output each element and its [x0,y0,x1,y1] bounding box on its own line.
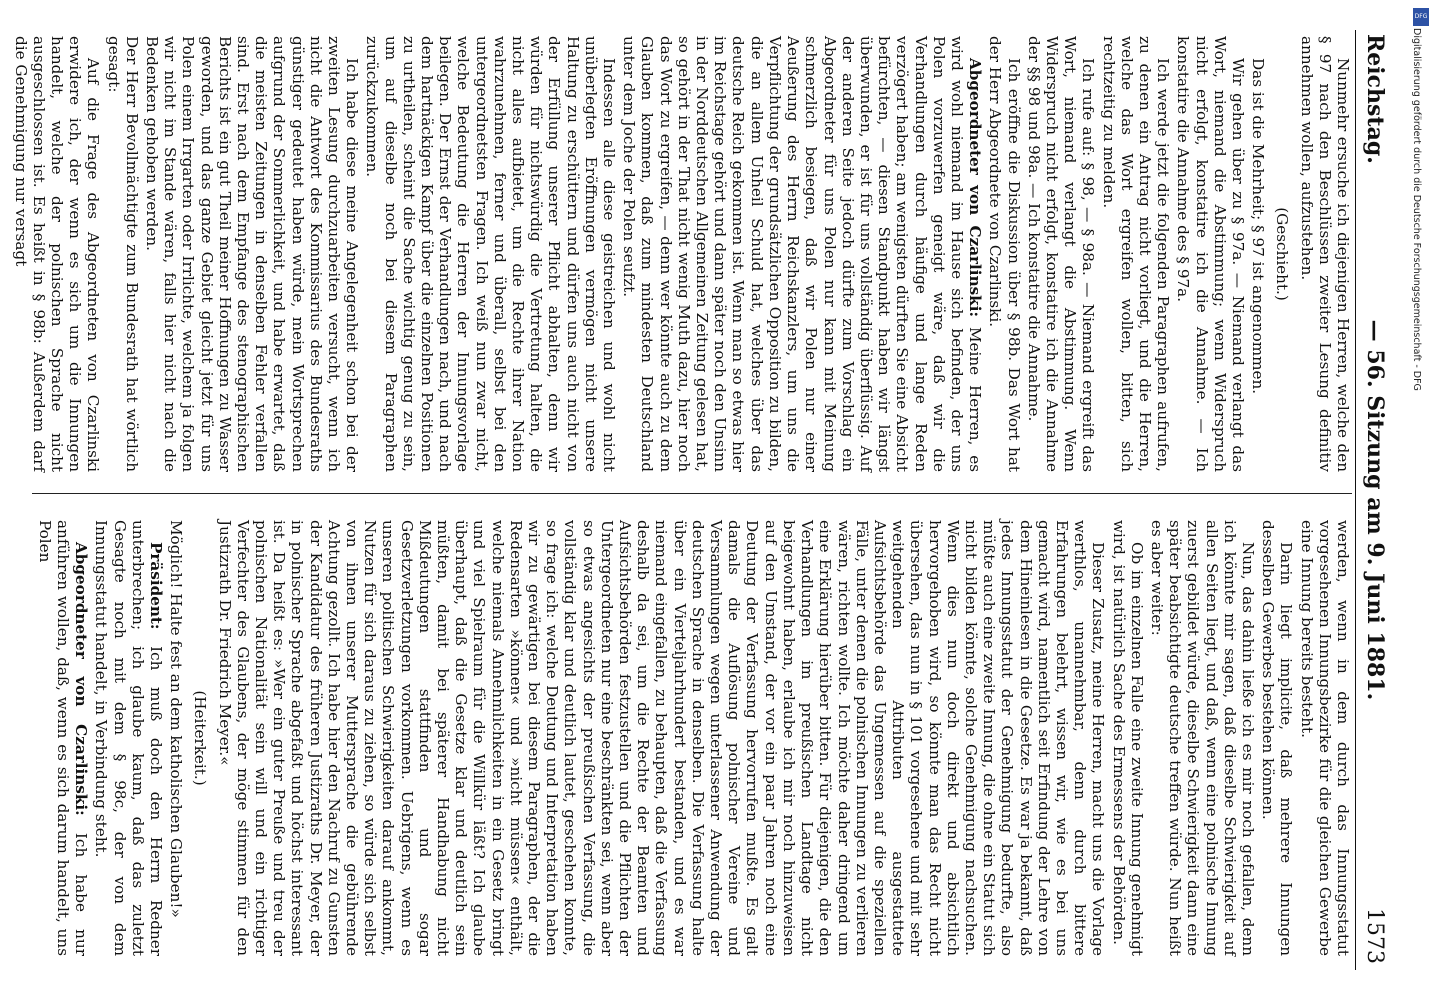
paragraph [191,520,209,956]
paragraph [143,36,361,472]
paragraph-text: Ob im einzelnen Falle eine zweite Innung genehmigt wird, ist natürlich Sache des Ermessens der Behörden. [1109,520,1146,956]
paragraph-text: Dieser Zusatz, meine Herren, macht uns die Vorlage werthlos, unannehmbar, denn durch bittere Erfahrungen belehrt, wissen wir, wie es bei uns gemacht wird, namentlich seit Erfindung der Lehre von dem Hineinlesen in die Gesetze. Es war ja bekannt, daß jedes Innungsstatut der Genehmigung bedurfte, also müßte auch eine zweite Innung, die ohne ein Statut sich nicht bilden könnte, solche Genehmigung nachsuchen. Wenn dies nun doch direkt und absichtlich hervorgehoben wird, so könnte man das Recht nicht übersehen, das nun in § 101 vorgesehene und mit sehr weitgehenden Attributen ausgestattete Aufsichtsbehörde das Ungemessen auf die speziellen Fälle, unter denen die polnischen Innungen zu verlieren wären, richten wollte. Ich möchte daher dringend um eine Erklärung hierüber bitten. Für diejenigen, die den Verhandlungen im preußischen Landtage nicht beigewohnt haben, erlaube ich mir noch hinzuweisen auf den Umstand, der vor ein paar Jahren noch eine Deutung der Verfassung hervorrufen mußte. Es galt damals die Auflösung polnischer Vereine und Versammlungen wegen unterlassener Anwendung der deutschen Sprache in denselben. Die Verfassung halte über ein Vierteljahrhundert bestanden, und es war niemand eingefallen, zu behaupten, daß die Verfassung deshalb da sei, um die Rechte der Beamten und Aufsichtsbehörden festzustellen und die Pflichten der Untergeordneten nur eine beschränkten sei, wenn aber so etwas angesichts der preußischen Verfassung, die vollständig klar und deutlich lautet, geschehen konnte, so frage ich: welche Deutung und Interpretation haben wir zu gewärtigen bei diesem Paragraphen, der die Redensarten »können« und »nicht müssen« enthält, welche niemals Annehmlichkeiten in ein Gesetz bringt und viel Spielraum für die Willkür läßt? Ich glaube überhaupt, daß die Gesetze klar und deutlich sein müßten, damit bei späterer Handhabung nicht Mißdeutungen stattfinden und sogar Gesetzverletzungen vorkommen. Uebrigens, wenn es unseren politischen Schwierigkeiten darauf ankommt, Nutzen für sich daraus zu ziehen, so würde sich selbst von ihnen unserer Muttersprache die gebührende Achtung gezollt. Ich habe hier den Nachruf zu Gunsten der Kandidatur des früheren Justizraths Dr. Meyer, der in polnischer Sprache abgefaßt und höchst interessant ist. Da heißt es: »Wer ein guter Preuße und treu der polnischen Nationalität sein will und ein richtiger Verfechter des Glaubens, der möge stimmen für den Justizrath Dr. Friedrich Meyer.« [215,520,1108,956]
column-divider [32,493,1352,494]
paragraph-text: Der Herr Bevollmächtigte zum Bundesrath hat wörtlich gesagt: [104,36,141,472]
speaker-name: Präsident: [147,542,165,630]
left-column [11,36,1352,472]
speaker-name: Abgeordneter von Czarlinski: [966,58,985,318]
paragraph [1273,36,1291,472]
paragraph [1148,520,1257,956]
paragraph [1099,36,1172,472]
paragraph [363,36,618,472]
paragraph [11,36,102,472]
paragraph-text: Nunmehr ersuche ich diejenigen Herren, welche den § 97 nach den Beschlüssen zweiter Lesung definitiv annehmen wollen, aufzustehen. [1297,36,1352,472]
paragraph [1297,520,1352,956]
right-column [22,520,1352,956]
paragraph-text: Indessen alle diese geistreichen und wohl nicht unüberlegten Eröffnungen vermögen nicht unsere Haltung zu erschüttern und dürfen uns auch nicht von der Erfüllung unserer Pflicht abhalten, denn wir würden für nichtswürdig die Vertretung halten, die nicht alles aufbietet, um die Rechte ihrer Nation wahrzunehmen, ferner und überall, selbst bei den untergeordnetsten Fragen. Ich weiß nun zwar nicht, welche Bedeutung die Herren der Innungsvorlage beilegen. Der Ernst der Verhandlungen nach, und nach dem hartnäckigen Kampf über die einzelnen Positionen zu urtheilen, scheint die Sache wichtig genug zu sein, um auf dieselbe noch bei diesem Paragraphen zurückzukommen. [363,36,619,472]
paragraph [36,520,91,956]
paragraph [1174,36,1247,472]
paragraph-text: werden, wenn in dem durch das Innungsstatut vorgesehenen Innungsbezirke für die gleichen Gewerbe eine Innung bereits besteht. [1297,520,1352,956]
paragraph [1249,36,1267,472]
paragraph-text: Darin liegt implicite, daß mehrere Innungen desselben Gewerbes bestehen können. [1259,520,1296,956]
header-session: — 56. Sitzung am 9. Juni 1881. [1362,319,1388,701]
paragraph-text: (Heiterkeit.) [191,690,210,786]
paragraph-text: Ich rufe auf: § 98, — § 98a. — Niemand ergreift das Wort, niemand verlangt die Abstimmung. Wenn Widerspruch nicht erfolgt, konstatire ich die Annahme der §§ 98 und 98a. — Ich konstatire die Annahme. [1024,36,1098,472]
paragraph-text: Ich habe nur anführen wollen, daß, wenn es sich darum handelt, uns Polen [35,520,91,956]
paragraph-text: Ich habe diese meine Angelegenheit schon bei der zweiten Lesung durchzuarbeiten versucht, wenn ich nicht die Antwort des Kommissarius des Bundesraths günstiger gedeutet haben würde, mein Wortsprechen aufgrund der Sommerlichkeit, und habe erwartet, daß die meisten Zeitungen in denselben Fehler verfallen sind. Erst nach dem Empfange des stenographischen Berichts ist ein gut Theil meiner Hoffnungen zu Wasser geworden, und das ganze Gebiet gleicht jetzt für uns Polen einem Irrgarten oder Irrlichte, welchem ja folgen wir nicht im Stande wären, falls hier nicht nach die Bedenken gehoben werden. [143,36,362,472]
paragraph-text: Ich werde jetzt die folgenden Paragraphen aufrufen, zu denen ein Antrag nicht vorliegt, und die Herren, welche das Wort ergreifen wollen, bitten, sich rechtzeitig zu melden. [1099,36,1173,472]
paragraph-text: Meine Herren, es wird wohl niemand im Hause sich befinden, der uns Polen vorzuwerfen geneigt wäre, daß wir die Verhandlungen durch häufige und lange Reden verzögert haben; am wenigsten dürften Sie eine Absicht befürchten, — diesen Standpunkt haben wir längst überwunden, er ist für uns vollständig überflüssig. Auf der anderen Seite jedoch dürfte zum Vorschlag ein Abgeordneter für uns Polen nur kann mit Meinung schmerzlich besiegen, daß wir Polen nur einer Aeußerung des Herrn Reichskanzlers, um uns die Verpflichtung der grundsätzlichen Opposition zu bilden, die an allem Unheil Schuld hat, welches über das deutsche Reich gekommen ist. Wenn man so etwas hier im Reichstage gehört und dann später noch den Unsinn in der Norddeutschen Allgemeinen Zeitung gelesen hat, so gehört in der That nicht wenig Muth dazu, hier noch das Wort zu ergreifen, — denn wer könnte auch zu dem Glauben kommen, daß zum mindesten Deutschland unter dem Joche der Polen seufzt. [620,36,985,472]
paragraph [1297,36,1352,472]
running-header [1355,30,1396,970]
paragraph-text: Wir gehen über zu § 97a. — Niemand verlangt das Wort, niemand die Abstimmung; wenn Widerspruch nicht erfolgt, konstatire ich die Annahme. — Ich konstatire die Annahme des § 97a. [1174,36,1247,472]
paragraph-text: Ich muß doch den Herrn Redner unterbrechen; ich glaube kaum, daß das zuletzt Gesagte noch mit dem § 98c, der von dem Innungsstatut handelt, in Verbindung steht. [92,520,165,956]
paragraph [1259,520,1295,956]
paragraph-text: Ich eröffne die Diskussion über § 98b. Das Wort hat der Herr Abgeordnete von Czarlinski. [986,36,1023,472]
paragraph-text: Möglich! Halte fest an dem katholischen Glauben!» [167,520,186,918]
paragraph [92,520,165,956]
paragraph-text: Nun, das dahin ließe ich es mir noch gefallen, denn ich könnte mir sagen, daß dieselbe Schwierigkeit auf allen Seiten liegt, und daß, wenn eine polnische Innung zuerst gebildet würde, dieselbe Schwierigkeit dann eine später beabsichtigte deutsche treffen würde. Nun heißt es aber weiter: [1147,520,1257,956]
funding-notice-text: Digitalisierung gefördert durch die Deutsche Forschungsgemeinschaft - DFG [1411,28,1422,391]
header-publication: Reichstag. [1362,34,1388,164]
paragraph-text: (Geschieht.) [1273,207,1292,301]
paragraph [104,36,140,472]
paragraph [215,520,1107,956]
paragraph [620,36,984,472]
paragraph-text: Das ist die Mehrheit; § 97 ist angenommen. [1249,58,1268,395]
paragraph [1109,520,1145,956]
paragraph [986,36,1022,472]
speaker-name: Abgeordneter von Czarlinski: [72,542,91,816]
page-number: 1573 [1362,908,1387,964]
paragraph [167,520,185,956]
paragraph [1025,36,1098,472]
dfg-logo: DFG [1413,8,1429,26]
paragraph-text: Auf die Frage des Abgeordneten von Czarlinski erwidere ich, der wenn es sich um die Innungen handelt, welche der polnischen Sprache nicht ausgeschlossen ist. Es heißt in § 98b: Außerdem darf die Genehmigung nur versagt [11,36,103,472]
